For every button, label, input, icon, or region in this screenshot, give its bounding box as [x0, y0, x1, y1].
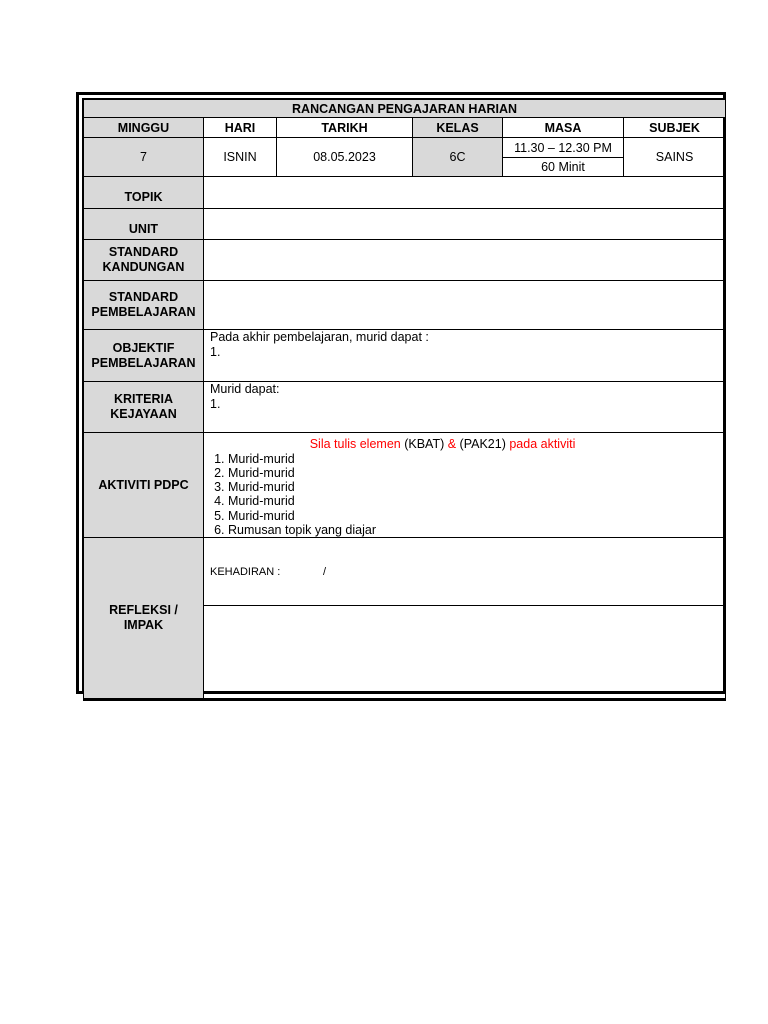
label-objektif-line1: OBJEKTIF — [112, 340, 175, 355]
kehadiran-slash: / — [323, 566, 327, 579]
aktiviti-item-5: 5. Murid-murid — [228, 509, 725, 523]
aktiviti-note-kbat: (KBAT) — [404, 437, 448, 451]
header-tarikh: TARIKH — [277, 118, 413, 138]
header-kelas: KELAS — [413, 118, 503, 138]
header-minggu: MINGGU — [84, 118, 204, 138]
header-row — [84, 118, 726, 138]
value-masa-time: 11.30 – 12.30 PM — [503, 138, 624, 158]
label-refleksi-line2: IMPAK — [123, 618, 164, 633]
label-aktiviti: AKTIVITI PDPC — [84, 433, 204, 538]
label-standard-pembelajaran-line1: STANDARD — [108, 290, 179, 304]
value-kelas: 6C — [413, 138, 503, 177]
content-objektif[interactable] — [204, 330, 726, 382]
aktiviti-item-6: 6. Rumusan topik yang diajar — [228, 523, 725, 537]
kehadiran-line — [210, 566, 327, 579]
kriteria-item-1: 1. — [210, 396, 221, 411]
value-hari: ISNIN — [204, 138, 277, 177]
content-standard-kandungan[interactable] — [204, 240, 726, 281]
plan-title: RANCANGAN PENGAJARAN HARIAN — [84, 100, 726, 118]
value-subjek: SAINS — [624, 138, 726, 177]
aktiviti-note-amp: & — [447, 437, 460, 451]
label-standard-kandungan-line2: KANDUNGAN — [102, 260, 185, 274]
row-topik — [84, 177, 726, 209]
row-refleksi — [84, 538, 726, 700]
value-tarikh: 08.05.2023 — [277, 138, 413, 177]
label-kriteria — [84, 382, 204, 433]
row-aktiviti — [84, 433, 726, 538]
aktiviti-note-pak: (PAK21) — [459, 437, 510, 451]
content-topik[interactable] — [204, 177, 726, 209]
label-objektif-line2: PEMBELAJARAN — [91, 355, 196, 370]
label-kriteria-line2: KEJAYAAN — [110, 407, 177, 421]
label-kriteria-line1: KRITERIA — [113, 392, 174, 406]
label-standard-pembelajaran-line2: PEMBELAJARAN — [91, 305, 196, 319]
kehadiran-label: KEHADIRAN : — [210, 566, 281, 579]
row-kriteria — [84, 382, 726, 433]
header-hari: HARI — [204, 118, 277, 138]
lesson-plan-table — [83, 99, 726, 701]
row-standard-pembelajaran — [84, 281, 726, 330]
title-row — [84, 100, 726, 118]
label-standard-kandungan-line1: STANDARD — [108, 245, 179, 259]
value-minggu: 7 — [84, 138, 204, 177]
label-topik: TOPIK — [84, 177, 204, 209]
row-unit — [84, 209, 726, 240]
values-row — [84, 138, 726, 158]
header-masa: MASA — [503, 118, 624, 138]
content-standard-pembelajaran[interactable] — [204, 281, 726, 330]
aktiviti-note-part2: pada aktiviti — [509, 437, 576, 451]
value-masa-duration: 60 Minit — [503, 158, 624, 177]
objektif-item-1: 1. — [210, 344, 221, 359]
aktiviti-item-3: 3. Murid-murid — [228, 480, 725, 494]
lesson-plan-inner-border — [82, 98, 724, 694]
aktiviti-note — [210, 433, 725, 452]
refleksi-kehadiran-box[interactable] — [204, 538, 725, 606]
label-refleksi-line1: REFLEKSI / — [109, 603, 178, 618]
content-kriteria[interactable] — [204, 382, 726, 433]
content-refleksi — [204, 538, 726, 700]
label-unit: UNIT — [84, 209, 204, 240]
aktiviti-item-2: 2. Murid-murid — [228, 466, 725, 480]
aktiviti-list — [210, 452, 725, 538]
content-aktiviti[interactable] — [204, 433, 726, 538]
aktiviti-item-1: 1. Murid-murid — [228, 452, 725, 466]
refleksi-notes-box[interactable] — [204, 606, 725, 694]
label-standard-pembelajaran — [84, 281, 204, 330]
header-subjek: SUBJEK — [624, 118, 726, 138]
row-standard-kandungan — [84, 240, 726, 281]
row-objektif — [84, 330, 726, 382]
label-objektif — [84, 330, 204, 382]
kriteria-intro: Murid dapat: — [210, 382, 280, 396]
label-standard-kandungan — [84, 240, 204, 281]
aktiviti-item-4: 4. Murid-murid — [228, 494, 725, 508]
content-unit[interactable] — [204, 209, 726, 240]
label-refleksi — [84, 538, 204, 700]
objektif-intro: Pada akhir pembelajaran, murid dapat : — [210, 330, 429, 344]
lesson-plan-frame — [76, 92, 726, 694]
aktiviti-note-part1: Sila tulis elemen — [309, 437, 405, 451]
